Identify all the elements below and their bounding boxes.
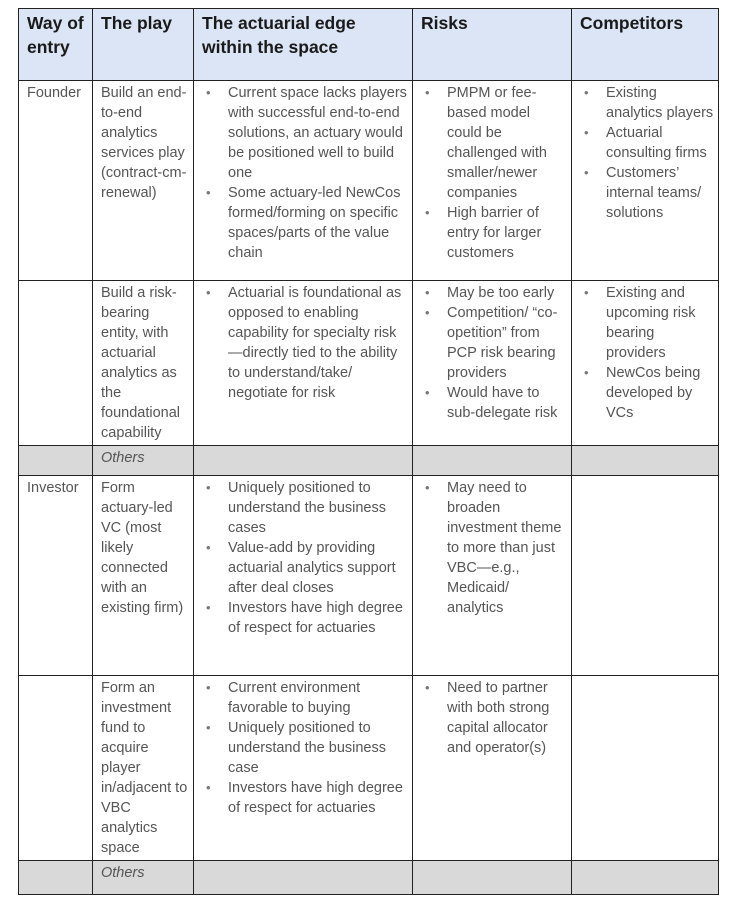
table-row-founder-analytics — [19, 81, 719, 281]
bullet-item: • Customers’ internal teams/ solutions — [580, 163, 714, 223]
table-row-risk-bearing — [19, 281, 719, 446]
bullet-item: • Value-add by providing actuarial analytics support after deal closes — [202, 538, 408, 598]
bullet-item: • Investors have high degree of respect for actuaries — [202, 598, 408, 638]
header-row — [19, 9, 719, 81]
cell-competitors — [572, 81, 719, 281]
cell-edge — [194, 476, 413, 676]
bullet-item: • Existing and upcoming risk bearing providers — [580, 283, 714, 363]
cell-edge — [194, 281, 413, 446]
header-competitors: Competitors — [572, 9, 719, 81]
bullet-item: • Actuarial consulting firms — [580, 123, 714, 163]
cell-risks — [413, 446, 572, 476]
bullet-item: • May be too early — [421, 283, 567, 303]
bullet-item: • Actuarial is foundational as opposed to enabling capability for specialty risk—directly tied to the ability to understand/take/ negotiate for risk — [202, 283, 408, 403]
cell-competitors — [572, 281, 719, 446]
bullet-item: • Competition/ “co-opetition” from PCP risk bearing providers — [421, 303, 567, 383]
cell-risks — [413, 861, 572, 895]
cell-way — [19, 676, 93, 861]
bullet-item: • NewCos being developed by VCs — [580, 363, 714, 423]
table-row-others — [19, 861, 719, 895]
cell-play: Form an investment fund to acquire player in/adjacent to VBC analytics space — [93, 676, 194, 861]
cell-play: Build a risk-bearing entity, with actuarial analytics as the foundational capability — [93, 281, 194, 446]
table-row-investor-vc — [19, 476, 719, 676]
cell-way — [19, 281, 93, 446]
cell-way — [19, 446, 93, 476]
cell-competitors — [572, 861, 719, 895]
cell-play: Build an end-to-end analytics services play (contract-cm-renewal) — [93, 81, 194, 281]
cell-risks — [413, 81, 572, 281]
table-row-investment-fund — [19, 676, 719, 861]
header-risks: Risks — [413, 9, 572, 81]
bullet-item: • May need to broaden investment theme to more than just VBC—e.g., Medicaid/ analytics — [421, 478, 567, 618]
cell-way: Founder — [19, 81, 93, 281]
cell-competitors — [572, 676, 719, 861]
cell-competitors — [572, 446, 719, 476]
bullet-item: • Current space lacks players with successful end-to-end solutions, an actuary would be positioned well to build one — [202, 83, 408, 183]
cell-edge — [194, 446, 413, 476]
bullet-item: • Existing analytics players — [580, 83, 714, 123]
cell-risks — [413, 281, 572, 446]
bullet-item: • Need to partner with both strong capital allocator and operator(s) — [421, 678, 567, 758]
cell-edge — [194, 861, 413, 895]
cell-risks — [413, 676, 572, 861]
entry-strategy-table — [18, 8, 719, 895]
header-actuarial-edge: The actuarial edge within the space — [194, 9, 413, 81]
cell-way: Investor — [19, 476, 93, 676]
header-the-play: The play — [93, 9, 194, 81]
cell-edge — [194, 81, 413, 281]
cell-risks — [413, 476, 572, 676]
header-way-of-entry: Way of entry — [19, 9, 93, 81]
cell-play: Form actuary-led VC (most likely connected with an existing firm) — [93, 476, 194, 676]
cell-competitors — [572, 476, 719, 676]
bullet-item: • Uniquely positioned to understand the business case — [202, 718, 408, 778]
bullet-item: • Current environment favorable to buying — [202, 678, 408, 718]
cell-others-label: Others — [93, 446, 194, 476]
table-row-others — [19, 446, 719, 476]
cell-edge — [194, 676, 413, 861]
bullet-item: • Some actuary-led NewCos formed/forming on specific spaces/parts of the value chain — [202, 183, 408, 263]
bullet-item: • High barrier of entry for larger customers — [421, 203, 567, 263]
bullet-item: • Investors have high degree of respect for actuaries — [202, 778, 408, 818]
cell-way — [19, 861, 93, 895]
bullet-item: • Uniquely positioned to understand the business cases — [202, 478, 408, 538]
bullet-item: • PMPM or fee-based model could be challenged with smaller/newer companies — [421, 83, 567, 203]
cell-others-label: Others — [93, 861, 194, 895]
bullet-item: • Would have to sub-delegate risk — [421, 383, 567, 423]
